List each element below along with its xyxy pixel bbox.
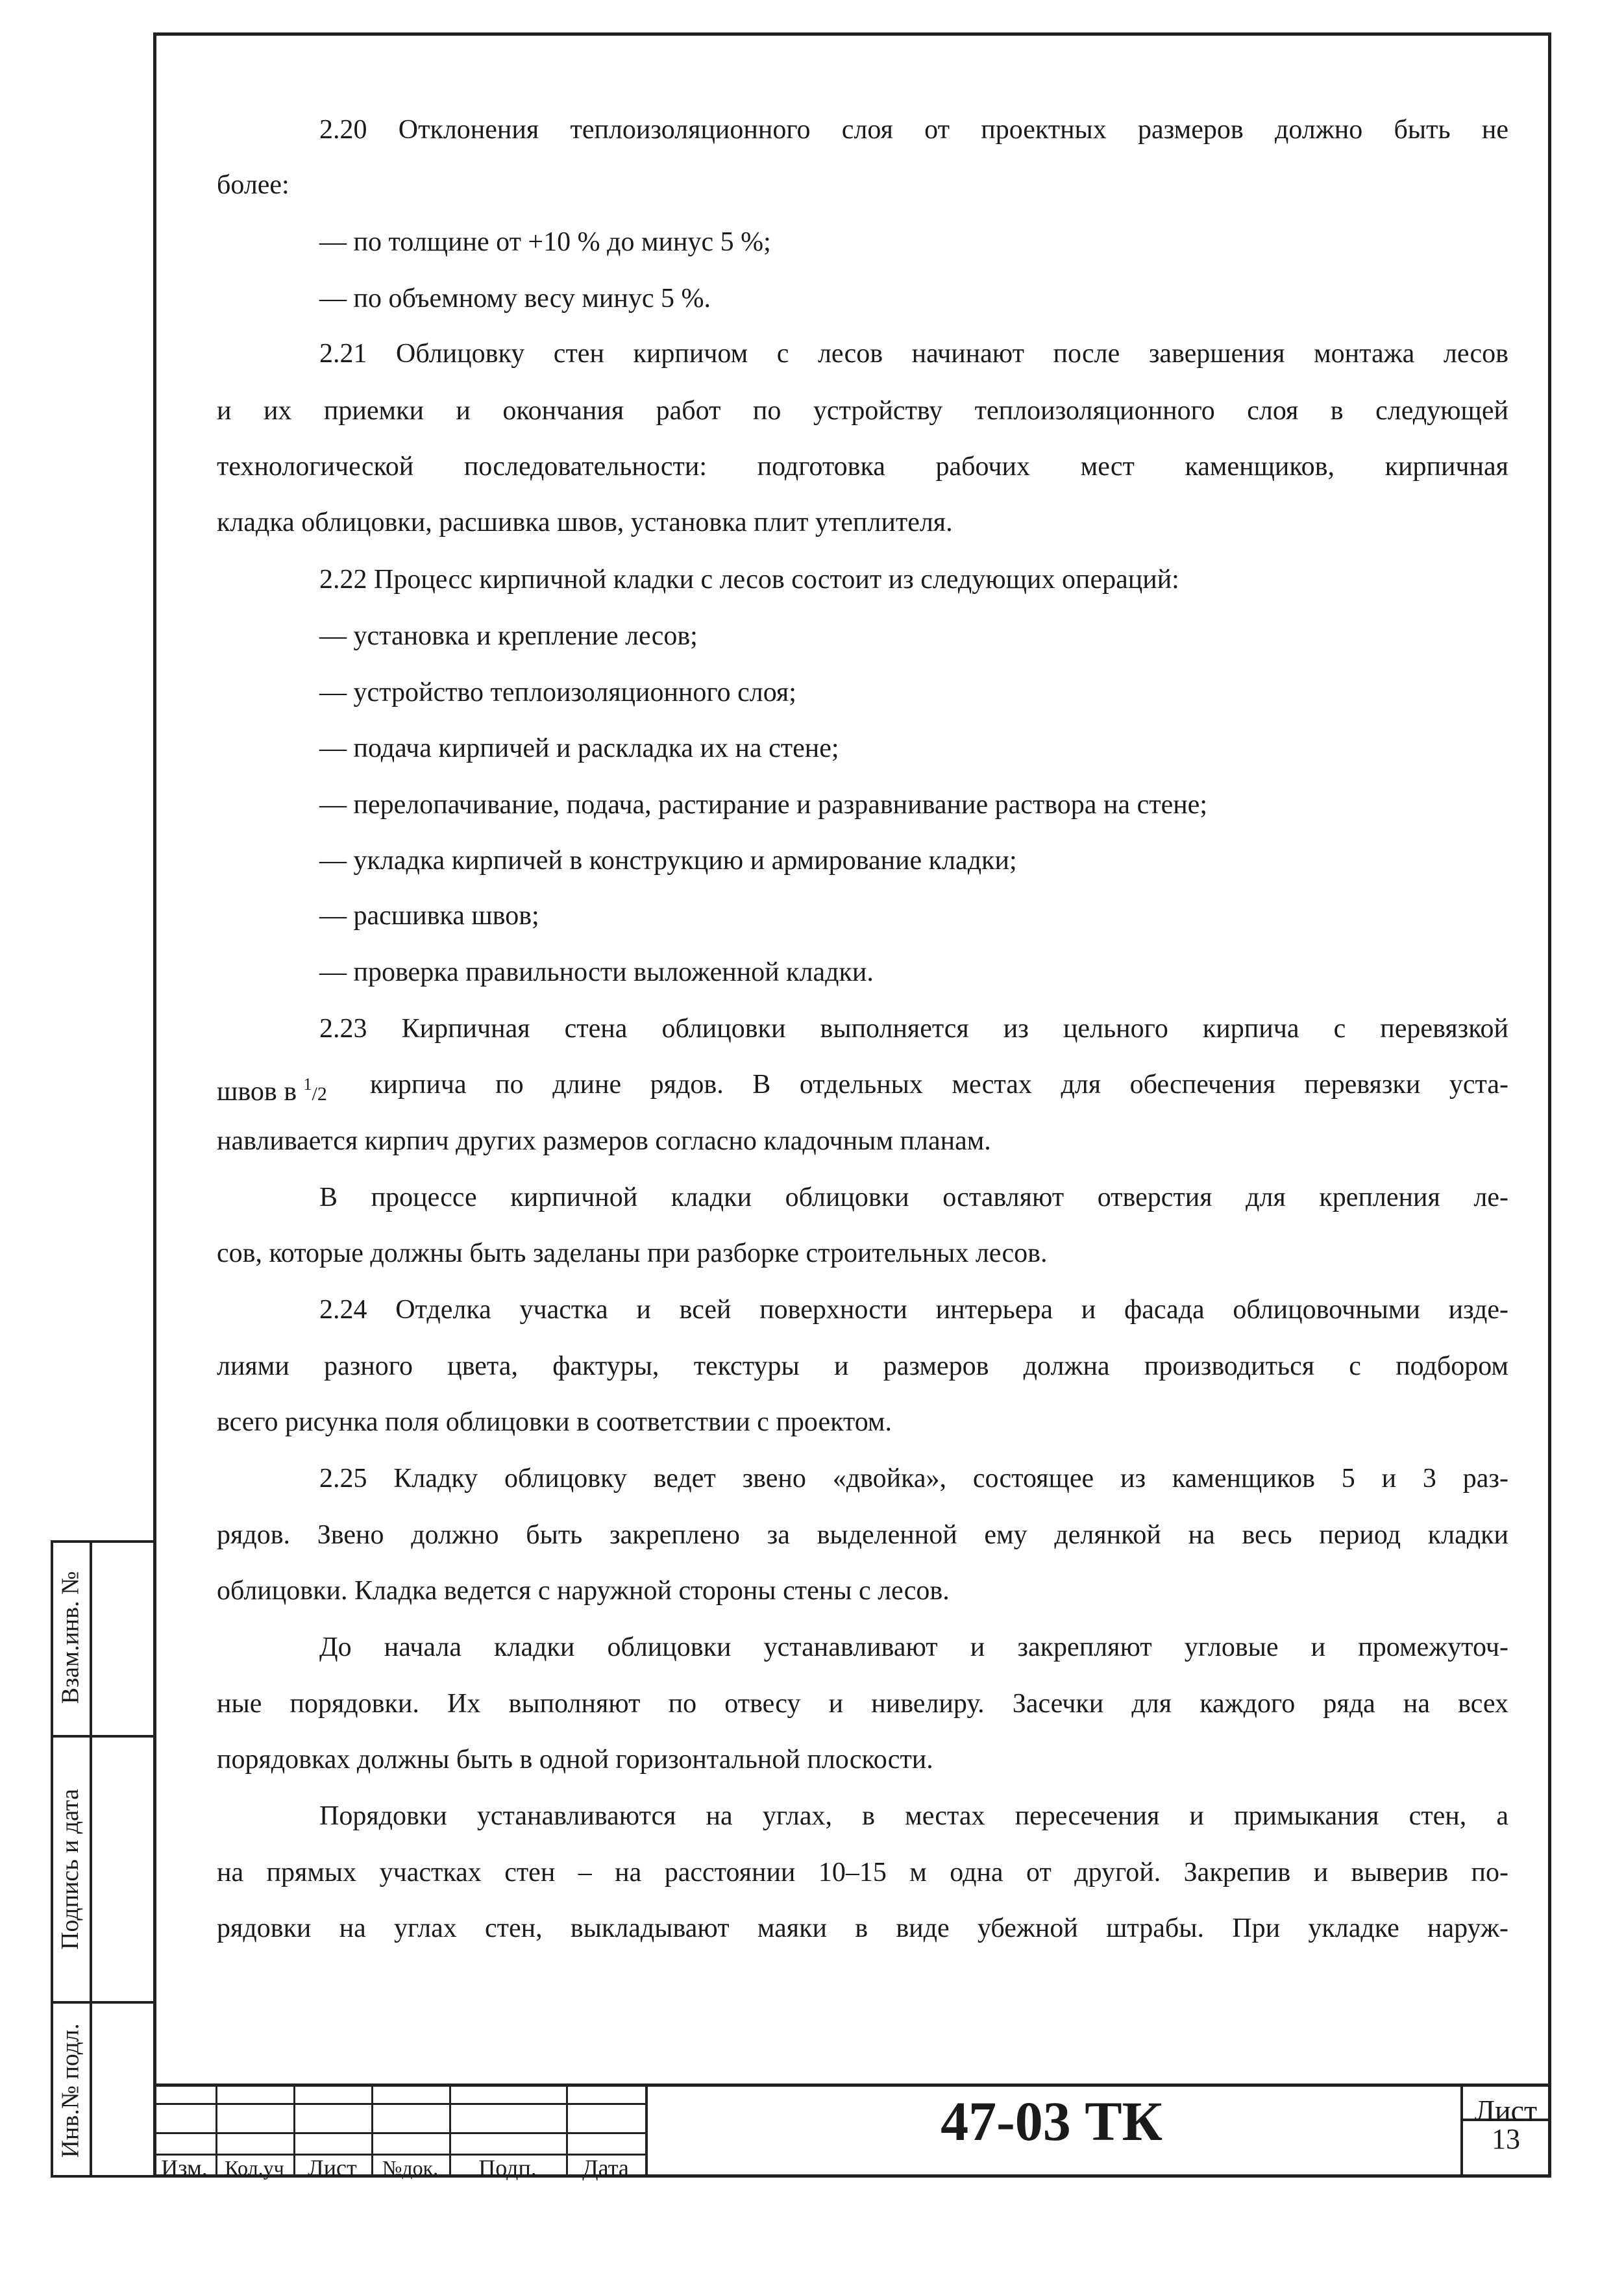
paragraph-2-25-line: 2.25 Кладку облицовку ведет звено «двойка», состоящее из каменщиков 5 и 3 раз-	[319, 1464, 1508, 1493]
paragraph-2-21-line: и их приемки и окончания работ по устройству теплоизоляционного слоя в следующей	[217, 396, 1508, 426]
document-code: 47-03 ТК	[941, 2090, 1163, 2152]
paragraph-line: Порядовки устанавливаются на углах, в местах пересечения и примыкания стен, а	[319, 1801, 1508, 1831]
paragraph-2-24-line: всего рисунка поля облицовки в соответствии с проектом.	[217, 1407, 892, 1437]
paragraph-2-25-line: рядов. Звено должно быть закреплено за выделенной ему делянкой на весь период кладки	[217, 1520, 1508, 1550]
title-block-row	[153, 2132, 646, 2134]
paragraph-2-21-line: технологической последовательности: подготовка рабочих мест каменщиков, кирпичная	[217, 452, 1508, 482]
paragraph-2-20-line: 2.20 Отклонения теплоизоляционного слоя от проектных размеров должно быть не	[319, 115, 1508, 145]
title-block-border	[153, 2083, 1551, 2087]
side-label-signature-date: Подпись и дата	[56, 1788, 84, 1950]
list-item: — установка и крепление лесов;	[319, 621, 698, 651]
list-item: — устройство теплоизоляционного слоя;	[319, 678, 796, 707]
col-signature: Подп.	[478, 2155, 537, 2181]
title-block-col	[645, 2083, 648, 2178]
paragraph-line: До начала кладки облицовки устанавливают и закрепляют угловые и промежуточ-	[319, 1632, 1508, 1662]
list-item: — подача кирпичей и раскладка их на стене;	[319, 733, 839, 763]
list-item: — по толщине от +10 % до минус 5 %;	[319, 227, 771, 257]
paragraph-line: сов, которые должны быть заделаны при разборке строительных лесов.	[217, 1238, 1048, 1268]
list-item: — проверка правильности выложенной кладки.	[319, 957, 874, 987]
list-item: — по объемному весу минус 5 %.	[319, 284, 711, 313]
paragraph-2-23-line: кирпича по длине рядов. В отдельных местах для обеспечения перевязки уста-	[370, 1070, 1508, 1100]
list-item: — расшивка швов;	[319, 901, 539, 931]
paragraph-2-21-line: кладка облицовки, расшивка швов, установка плит утеплителя.	[217, 508, 953, 537]
paragraph-2-23-line: 2.23 Кирпичная стена облицовки выполняется из цельного кирпича с перевязкой	[319, 1014, 1508, 1044]
paragraph-line: на прямых участках стен – на расстоянии 10–15 м одна от другой. Закрепив и выверив по-	[217, 1858, 1508, 1887]
paragraph-2-24-line: лиями разного цвета, фактуры, текстуры и размеров должна производиться с подбором	[217, 1351, 1508, 1381]
paragraph-2-23-line: навливается кирпич других размеров согласно кладочным планам.	[217, 1126, 991, 1156]
side-label-original-inventory: Инв.№ подл.	[56, 2023, 84, 2158]
list-item: — укладка кирпичей в конструкцию и армирование кладки;	[319, 846, 1017, 876]
col-change: Изм.	[161, 2155, 208, 2181]
paragraph-line: В процессе кирпичной кладки облицовки оставляют отверстия для крепления ле-	[319, 1183, 1508, 1212]
paragraph-2-25-line: облицовки. Кладка ведется с наружной стороны стены с лесов.	[217, 1576, 950, 1606]
side-divider	[90, 1540, 92, 2178]
col-date: Дата	[582, 2155, 629, 2181]
side-label-replacement: Взам.инв. №	[56, 1571, 84, 1704]
paragraph-2-21-line: 2.21 Облицовку стен кирпичом с лесов начинают после завершения монтажа лесов	[319, 339, 1508, 369]
paragraph-line: рядовки на углах стен, выкладывают маяки в виде убежной штрабы. При укладке наруж-	[217, 1913, 1508, 1943]
col-quantity: Кол.уч	[225, 2156, 284, 2180]
paragraph-2-22-line: 2.22 Процесс кирпичной кладки с лесов состоит из следующих операций:	[319, 565, 1179, 595]
list-item: — перелопачивание, подача, растирание и разравнивание раствора на стене;	[319, 790, 1207, 820]
sheet-label: Лист	[1474, 2094, 1538, 2127]
col-sheet: Лист	[308, 2155, 357, 2181]
paragraph-2-23-line	[217, 1068, 327, 1111]
fraction-half: $^1$/2	[303, 1075, 327, 1105]
title-block-row	[153, 2103, 646, 2105]
paragraph-line: ные порядовки. Их выполняют по отвесу и нивелиру. Засечки для каждого ряда на всех	[217, 1689, 1508, 1719]
col-doc-number: №док.	[382, 2156, 439, 2180]
paragraph-line: порядовках должны быть в одной горизонтальной плоскости.	[217, 1745, 933, 1775]
line-start: швов в	[217, 1077, 297, 1107]
sheet-number: 13	[1492, 2123, 1520, 2155]
paragraph-2-20-line: более:	[217, 170, 289, 200]
paragraph-2-24-line: 2.24 Отделка участка и всей поверхности интерьера и фасада облицовочными изде-	[319, 1295, 1508, 1325]
